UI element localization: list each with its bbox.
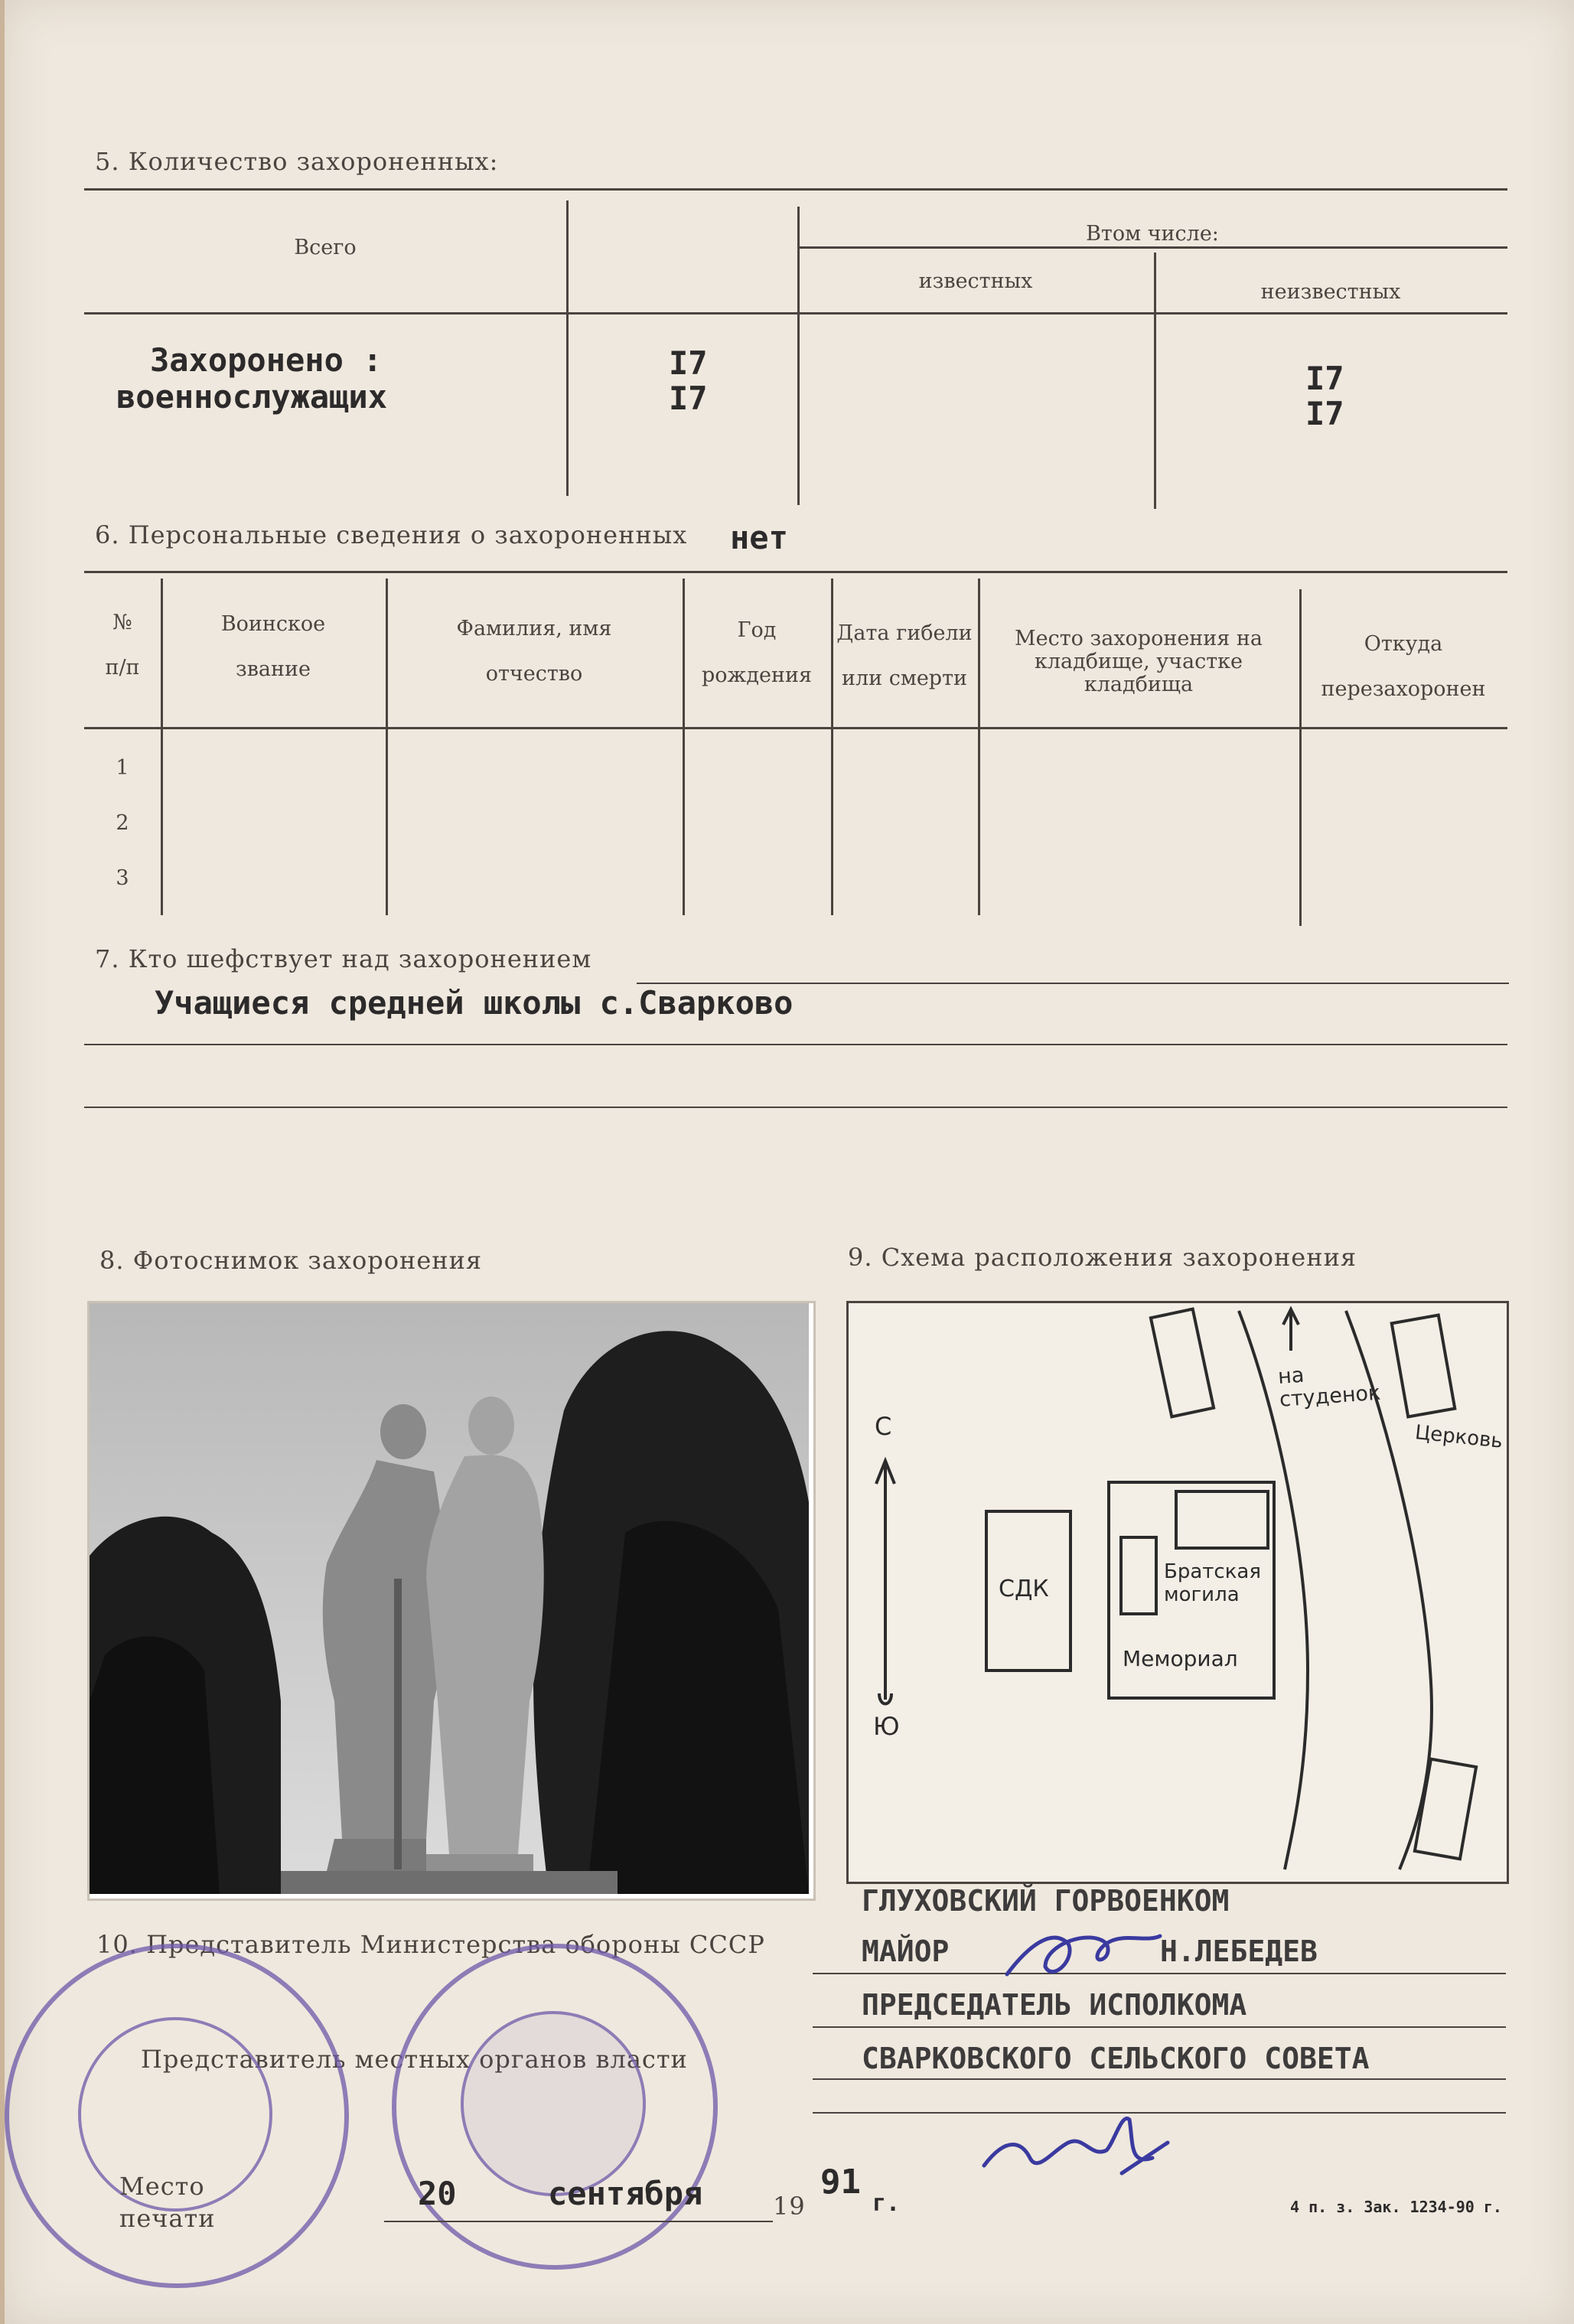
header-reburied-from: Откуда перезахоронен (1321, 632, 1486, 701)
row-number: 3 (116, 866, 129, 890)
document-sheet (5, 0, 1574, 2324)
column-divider (566, 200, 569, 496)
typed-officer-name: Н.ЛЕБЕДЕВ (1160, 1934, 1318, 1968)
rule (84, 727, 1507, 729)
round-stamp-center-inner (461, 2011, 646, 2196)
local-authority-label: Представитель местных органов власти (141, 2045, 688, 2074)
row-label-buried: Захоронено : (150, 341, 383, 379)
section-6-title: 6. Персональные сведения о захороненных (95, 520, 688, 549)
header-rank: Воинское звание (220, 612, 326, 681)
personal-info-value: нет (730, 519, 788, 556)
total-count: I7 (669, 380, 708, 417)
rule (84, 1107, 1507, 1108)
rule (84, 1044, 1507, 1045)
col-including-header: Втом числе: (1086, 222, 1219, 246)
header-burial-place: Место захоронения на кладбище, участке кладбища (1014, 627, 1263, 696)
date-year-prefix: 19 (773, 2192, 806, 2221)
stamp-place-label: печати (119, 2204, 216, 2233)
section-10-title: 10. Представитель Министерства обороны СССР (96, 1930, 765, 1959)
patron-value: Учащиеся средней школы с.Сварково (155, 984, 794, 1022)
burial-photo (87, 1301, 816, 1901)
column-divider (797, 207, 800, 505)
header-number: № п/п (105, 611, 140, 680)
date-month: сентября (548, 2175, 703, 2212)
officer-signature (999, 1913, 1168, 1997)
scheme-church-label: Церковь (1413, 1421, 1504, 1453)
print-info: 4 п. з. Зак. 1234-90 г. (1290, 2198, 1502, 2216)
rule (797, 246, 1507, 249)
header-death-date: Дата гибели или смерти (836, 621, 973, 690)
unknown-count: I7 (1305, 395, 1344, 432)
date-year-mark: г. (872, 2190, 901, 2217)
section-8-title: 8. Фотоснимок захоронения (99, 1246, 483, 1275)
section-7-title: 7. Кто шефствует над захоронением (95, 944, 592, 973)
typed-chairman: ПРЕДСЕДАТЕЛЬ ИСПОЛКОМА (862, 1988, 1247, 2022)
header-full-name: Фамилия, имя отчество (456, 617, 612, 686)
rule (813, 2026, 1506, 2028)
scheme-grave-label: Братская могила (1164, 1560, 1261, 1606)
location-scheme (846, 1301, 1509, 1884)
rule (813, 2078, 1506, 2080)
col-known-header: известных (918, 269, 1033, 293)
row-number: 1 (116, 756, 129, 780)
col-unknown-header: неизвестных (1260, 280, 1401, 304)
stamp-place-label: Место (119, 2172, 205, 2201)
rule (84, 312, 1507, 315)
scheme-road-label: на студенок (1277, 1363, 1382, 1412)
monument-photo-image (90, 1303, 809, 1894)
date-rule (384, 2221, 773, 2222)
typed-rank: МАЙОР (862, 1934, 950, 1968)
section-9-title: 9. Схема расположения захоронения (848, 1243, 1357, 1272)
section-5-title: 5. Количество захороненных: (95, 147, 499, 176)
scheme-north-label: С (875, 1412, 892, 1441)
header-birth-year: Год рождения (701, 618, 812, 687)
row-label-servicemen: военнослужащих (116, 378, 388, 416)
row-number: 2 (116, 811, 129, 835)
scheme-sdk-label: СДК (999, 1576, 1049, 1602)
scheme-south-label: Ю (873, 1712, 900, 1741)
total-count: I7 (669, 344, 708, 382)
col-total-header: Всего (294, 236, 357, 259)
rule (84, 188, 1507, 191)
typed-commissariat: ГЛУХОВСКИЙ ГОРВОЕНКОМ (862, 1884, 1230, 1918)
date-day: 20 (418, 2175, 457, 2212)
typed-council: СВАРКОВСКОГО СЕЛЬСКОГО СОВЕТА (862, 2042, 1370, 2075)
scheme-memorial-label: Мемориал (1123, 1646, 1238, 1671)
unknown-count: I7 (1305, 360, 1344, 397)
rule (84, 571, 1507, 573)
chairman-signature (976, 2097, 1175, 2189)
date-year-suffix: 91 (820, 2163, 861, 2202)
